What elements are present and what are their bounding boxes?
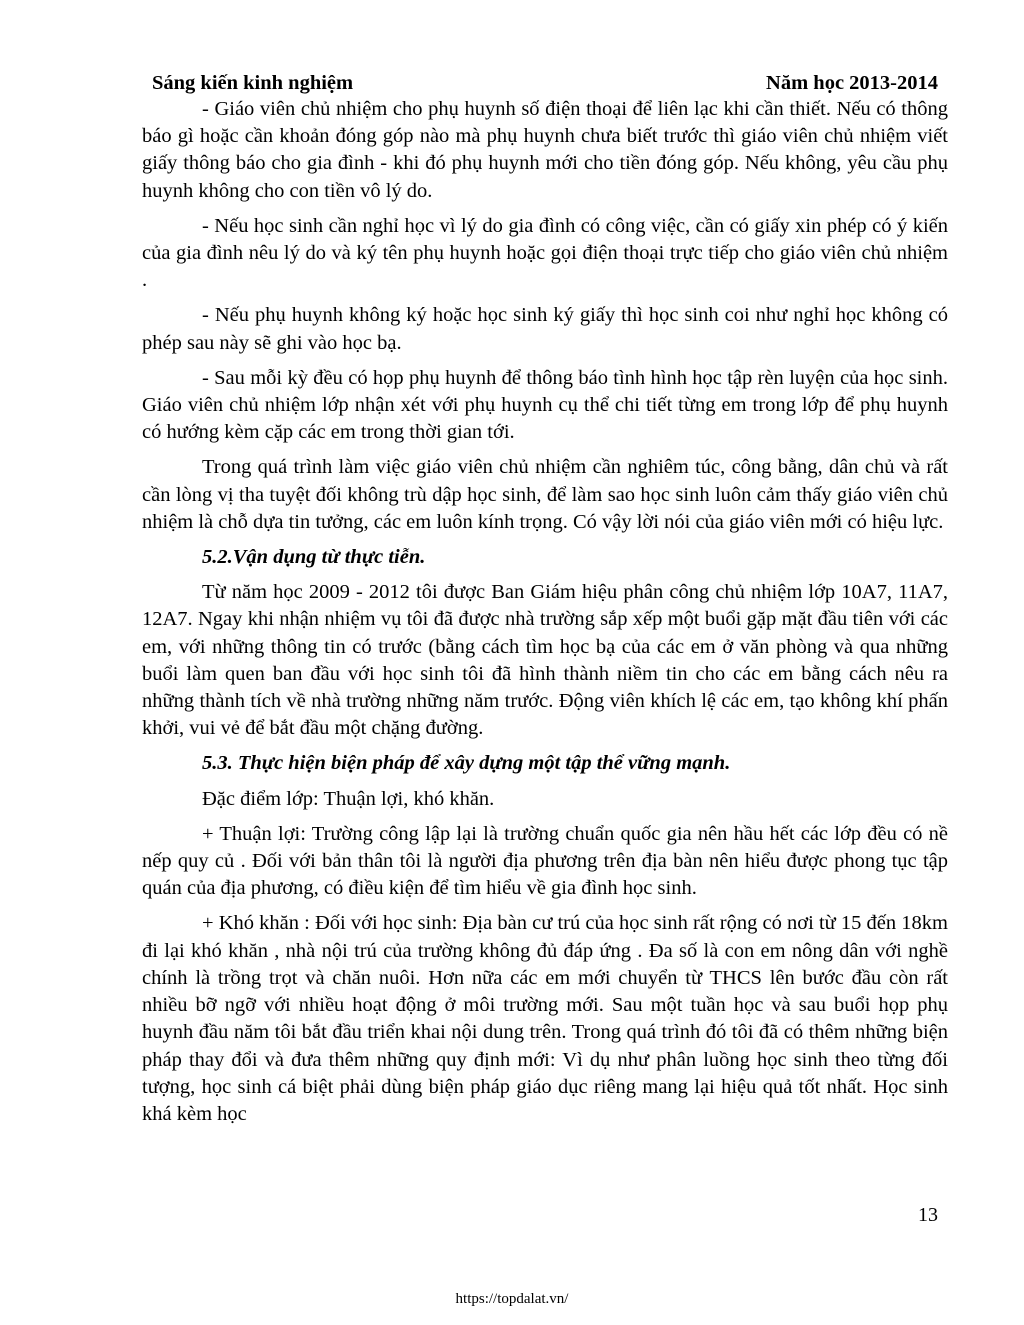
page-number: 13 [918,1204,938,1226]
paragraph: - Sau mỗi kỳ đều có họp phụ huynh để thông báo tình hình học tập rèn luyện của học sinh. Giáo viên chủ nhiệm lớp nhận xét với phụ huynh cụ thể chi tiết từng em trong lớp để phụ huynh có hướng kèm cặp các em trong thời gian tới. [142,366,948,444]
paragraph: Trong quá trình làm việc giáo viên chủ nhiệm cần nghiêm túc, công bằng, dân chủ và rất cần lòng vị tha tuyệt đối không trù dập học sinh, để làm sao học sinh luôn cảm thấy giáo viên chủ nhiệm là chỗ dựa tin tưởng, các em luôn kính trọng. Có vậy lời nói của giáo viên mới có hiệu lực. [142,456,948,533]
paragraph: - Giáo viên chủ nhiệm cho phụ huynh số điện thoại để liên lạc khi cần thiết. Nếu có thông báo gì hoặc cần khoản đóng góp nào mà phụ huynh chưa biết trước thì giáo viên chủ nhiệm viết giấy thông báo cho gia đình - khi đó phụ huynh mới cho tiền đóng góp. Nếu không, yêu cầu phụ huynh không cho con tiền vô lý do. [142,98,948,202]
document-body [142,96,948,1136]
section-heading: 5.2.Vận dụng từ thực tiễn. [202,546,426,569]
section-heading: 5.3. Thực hiện biện pháp để xây dựng một tập thể vững mạnh. [202,752,731,775]
paragraph: - Nếu học sinh cần nghỉ học vì lý do gia đình có công việc, cần có giấy xin phép có ý kiến của gia đình nêu lý do và ký tên phụ huynh hoặc gọi điện thoại trực tiếp cho giáo viên chủ nhiệm . [142,214,948,292]
footer-url[interactable]: https://topdalat.vn/ [455,1291,569,1307]
paragraph: + Thuận lợi: Trường công lập lại là trường chuẩn quốc gia nên hầu hết các lớp đều có nề nếp quy củ . Đối với bản thân tôi là người địa phương trên địa bàn nên hiểu được phong tục tập quán của địa phương, có điều kiện để tìm hiểu về gia đình học sinh. [142,822,948,900]
header-school-year: Năm học 2013-2014 [766,72,938,94]
header-document-type: Sáng kiến kinh nghiệm [152,72,354,94]
page-header [152,68,938,98]
paragraph: - Nếu phụ huynh không ký hoặc học sinh ký giấy thì học sinh coi như nghỉ học không có phép sau này sẽ ghi vào học bạ. [142,304,948,354]
paragraph: Đặc điểm lớp: Thuận lợi, khó khăn. [202,787,495,810]
paragraph: + Khó khăn : Đối với học sinh: Địa bàn cư trú của học sinh rất rộng có nơi từ 15 đến 18km đi lại khó khăn , nhà nội trú của trường không đủ đáp ứng . Đa số là con em nông dân với nghề chính là trồng trọt và chăn nuôi. Hơn nữa các em mới chuyển từ THCS lên bước đầu còn rất nhiều bỡ ngỡ với nhiều hoạt động ở môi trường mới. Sau một tuần học và sau buổi họp phụ huynh đầu năm tôi bắt đầu triển khai nội dung trên. Trong quá trình đó tôi đã có thêm những biện pháp thay đổi và đưa thêm những quy định mới: Vì dụ như phân luồng học sinh theo từng đối tượng, học sinh cá biệt phải dùng biện pháp giáo dục riêng mang lại hiệu quả tốt nhất. Học sinh khá kèm học [142,912,948,1125]
paragraph: Từ năm học 2009 - 2012 tôi được Ban Giám hiệu phân công chủ nhiệm lớp 10A7, 11A7, 12A7. Ngay khi nhận nhiệm vụ tôi đã được nhà trường sắp xếp một buổi gặp mặt đầu tiên với các em, với những thông tin có trước (bằng cách tìm học bạ của các em ở văn phòng và qua những buổi làm quen ban đầu với học sinh tôi đã hình thành niềm tin cho các em bằng cách nêu ra những thành tích về nhà trường những năm trước. Động viên khích lệ các em, tạo không khí phấn khởi, vui vẻ để bắt đầu một chặng đường. [142,581,948,740]
